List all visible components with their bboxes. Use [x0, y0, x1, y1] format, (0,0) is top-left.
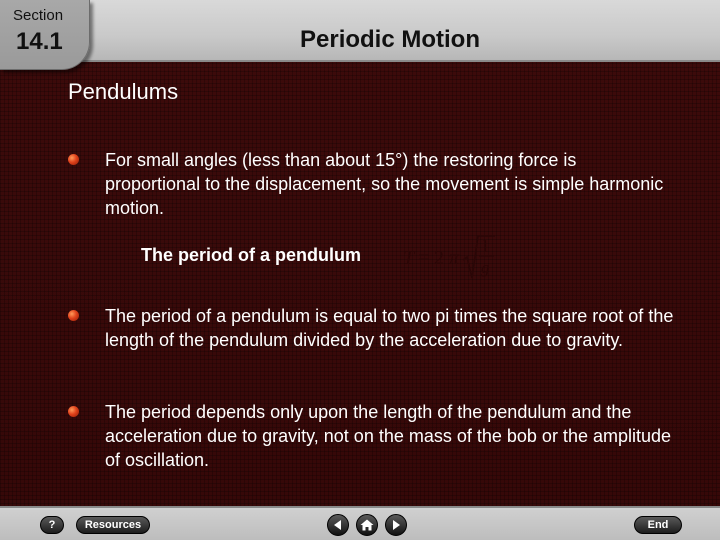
bullet-icon — [68, 154, 79, 165]
home-icon — [360, 519, 374, 531]
bullet-text: The period of a pendulum is equal to two pi times the square root of the length of the pendulum divided by the acceleration due to gravity. — [105, 306, 674, 350]
section-tab — [0, 0, 90, 70]
bullet-text: For small angles (less than about 15°) the restoring force is proportional to the displacement, so the movement is simple harmonic motion. — [105, 150, 664, 218]
home-button[interactable] — [356, 514, 378, 536]
formula-row — [141, 232, 501, 282]
formula-denominator: g — [481, 258, 490, 277]
back-button[interactable] — [327, 514, 349, 536]
sqrt-sign — [463, 236, 495, 278]
help-icon: ? — [48, 519, 56, 531]
formula-numerator: l — [483, 237, 488, 256]
section-number: 14.1 — [16, 28, 63, 55]
pendulum-period-formula — [399, 232, 499, 282]
footer-bar — [0, 506, 720, 540]
forward-arrow-icon — [390, 519, 402, 531]
bullet-text: The period depends only upon the length of the pendulum and the acceleration due to gravity, not on the mass of the bob or the amplitude of oscillation. — [105, 402, 672, 470]
formula-equals: = — [418, 247, 430, 269]
help-button[interactable] — [40, 516, 64, 534]
resources-label: Resources — [84, 519, 142, 531]
page-title: Periodic Motion — [300, 26, 480, 53]
forward-button[interactable] — [385, 514, 407, 536]
slide-heading: Pendulums — [68, 79, 179, 104]
bullet-icon — [68, 406, 79, 417]
end-button[interactable] — [634, 516, 682, 534]
resources-button[interactable] — [76, 516, 150, 534]
back-arrow-icon — [332, 519, 344, 531]
section-label: Section — [13, 7, 64, 24]
formula-pi: π — [449, 247, 460, 269]
formula-coefficient: 2 — [434, 247, 444, 269]
formula-lhs: T — [403, 247, 415, 269]
end-label: End — [647, 519, 669, 531]
bullet-icon — [68, 310, 79, 321]
formula-label: The period of a pendulum — [141, 245, 361, 265]
